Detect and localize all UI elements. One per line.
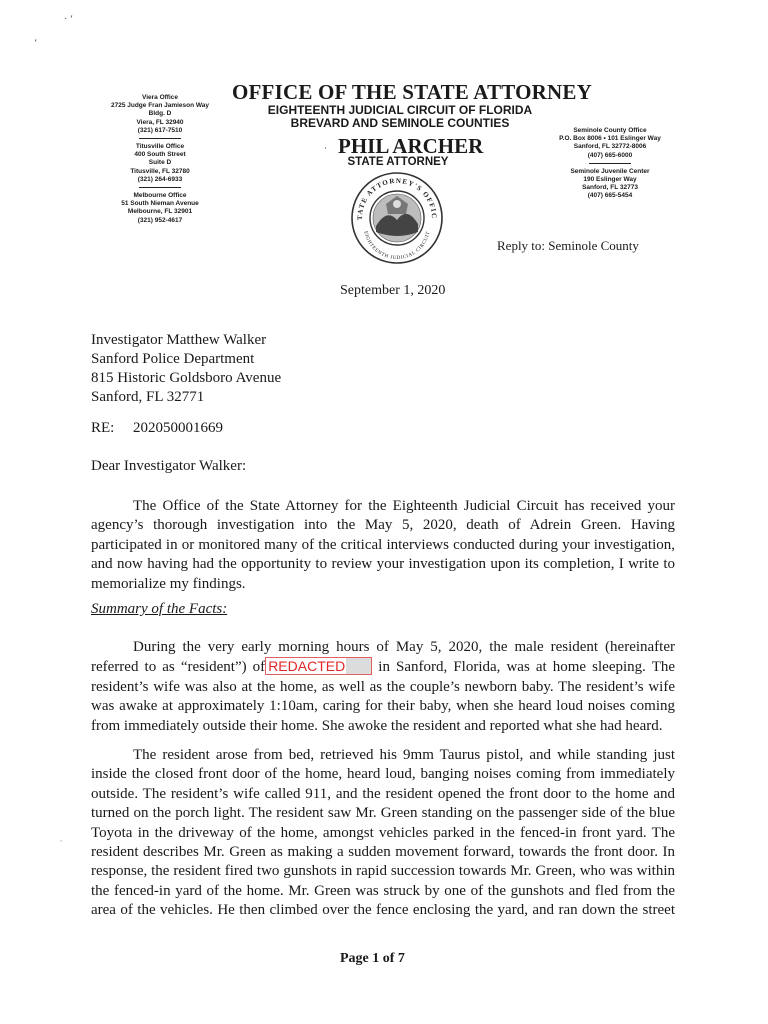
paragraph-line: from immediately outside their home. She awoke the resident and reported what she had heard. [91,717,663,734]
paragraph-line: area of the vehicles. He then climbed over the fence enclosing the yard, and ran down the street [91,902,675,919]
office-line: (321) 617-7510 [137,126,183,134]
office-line: Viera, FL 32940 [136,118,184,126]
office-line: 2725 Judge Fran Jamieson Way [110,102,210,110]
page-number: Page 1 of 7 [340,951,405,966]
text-fragment: in Sanford, Florida, was at home sleeping. The [378,659,676,676]
office-line: Titusville, FL 32780 [130,167,190,175]
paragraph-line: resident’s wife was also at the home, as well as the couple’s newborn baby. The resident’s wife [91,678,675,695]
paragraph-line: agency’s thorough investigation into the May 5, 2020, death of Adrein Green. Having [91,517,675,534]
recipient-address [91,331,281,407]
scan-mark: · [60,836,63,846]
office-line: Sanford, FL 32773 [582,184,638,192]
paragraph-line: Toyota in the driveway of the home, amongst vehicles parked in the fenced-in front yard. The [91,824,675,841]
recipient-line: 815 Historic Goldsboro Avenue [91,370,282,386]
reply-to: Reply to: Seminole County [497,238,639,253]
paragraph-facts [91,638,675,736]
paragraph-line: resident describes Mr. Green as making a sudden movement forward, towards the front door. In [91,844,675,861]
office-line: 400 South Street [134,151,186,159]
office-line: Viera Office [141,94,178,101]
letter-date: September 1, 2020 [340,283,446,298]
re-label: RE: [91,420,115,436]
seal-top-text: TATE ATTORNEY'S OFFIC [355,176,439,221]
scan-mark: ‘ [34,38,38,49]
paragraph-line: During the very early morning hours of May 5, 2020, the male resident (hereinafter [133,639,675,655]
office-line: Seminole Juvenile Center [570,167,650,175]
case-number: 202050001669 [133,420,223,436]
section-heading-summary: Summary of the Facts: [91,601,228,617]
office-line: (321) 952-4617 [137,216,183,224]
state-attorney-role: STATE ATTORNEY [347,156,449,168]
salutation: Dear Investigator Walker: [91,458,247,474]
office-line: (407) 665-6000 [587,151,633,159]
scan-mark: · [324,143,327,153]
seal-graphic [340,168,454,268]
office-line: (407) 665-5454 [587,192,633,200]
office-line: Melbourne Office [133,192,187,200]
paragraph-line: response, the resident fired two gunshots in rapid succession towards Mr. Green, who was within [91,863,675,880]
recipient-line: Sanford Police Department [91,351,255,367]
letterhead-circuit: EIGHTEENTH JUDICIAL CIRCUIT OF FLORIDA [267,103,533,117]
office-line: Melbourne, FL 32901 [127,208,193,216]
paragraph-line-redacted [91,657,675,677]
redacted-address: REDACTED [265,657,372,675]
re-line [91,420,223,437]
paragraph-line: turned on the porch light. The resident saw Mr. Green standing on the passenger side of the blue [91,805,675,822]
office-line: Sanford, FL 32772-8006 [573,143,647,151]
recipient-line: Investigator Matthew Walker [91,332,267,348]
office-line: Bldg. D [148,110,172,118]
letterhead-title: OFFICE OF THE STATE ATTORNEY [232,80,592,104]
office-line: (321) 264-6933 [137,175,183,183]
letterhead-counties: BREVARD AND SEMINOLE COUNTIES [290,116,510,130]
divider [139,138,181,139]
paragraph-line: The Office of the State Attorney for the Eighteenth Judicial Circuit has received your [133,498,675,514]
paragraph-line: inside the closed front door of the home, heard loud, banging noises coming from immediately [91,766,675,783]
office-line: Seminole County Office [573,127,647,134]
office-line: P.O. Box 8006 • 101 Eslinger Way [559,135,661,143]
paragraph-intro [91,497,675,594]
recipient-line: Sanford, FL 32771 [91,389,205,405]
paragraph-line: the fenced-in yard of the home. Mr. Green was struck by one of the gunshots and fled from the [91,882,675,899]
office-line: 190 Eslinger Way [583,176,637,184]
paragraph-line: memorialize my findings. [91,575,246,592]
divider [139,187,181,188]
paragraph-line: The resident arose from bed, retrieved his 9mm Taurus pistol, and while standing just [133,747,675,763]
paragraph-incident [91,746,675,921]
scan-mark: · ‘ [64,14,74,25]
paragraph-line: and now having had the opportunity to review your investigation upon its completion, I write to [91,556,675,573]
paragraph-line: outside. The resident’s wife called 911, and the resident opened the front door to the home and [91,785,675,802]
right-office-column [540,127,680,201]
left-office-column [85,94,235,225]
office-line: 51 South Nieman Avenue [121,200,199,208]
divider [589,163,631,164]
office-line: Titusville Office [135,143,185,151]
paragraph-line: was awake at approximately 1:10am, caring for their baby, when she heard loud noises coming [91,698,675,715]
office-line: Suite D [148,159,172,167]
state-attorney-name: PHIL ARCHER [338,134,484,158]
text-fragment: referred to as “resident”) of [91,659,266,676]
paragraph-line: participated in or monitored many of the critical interviews conducted during your investigation, [91,536,675,553]
seal-bottom-text: EIGHTEENTH JUDICIAL CIRCUIT [362,230,432,262]
state-attorney-seal [340,168,454,268]
